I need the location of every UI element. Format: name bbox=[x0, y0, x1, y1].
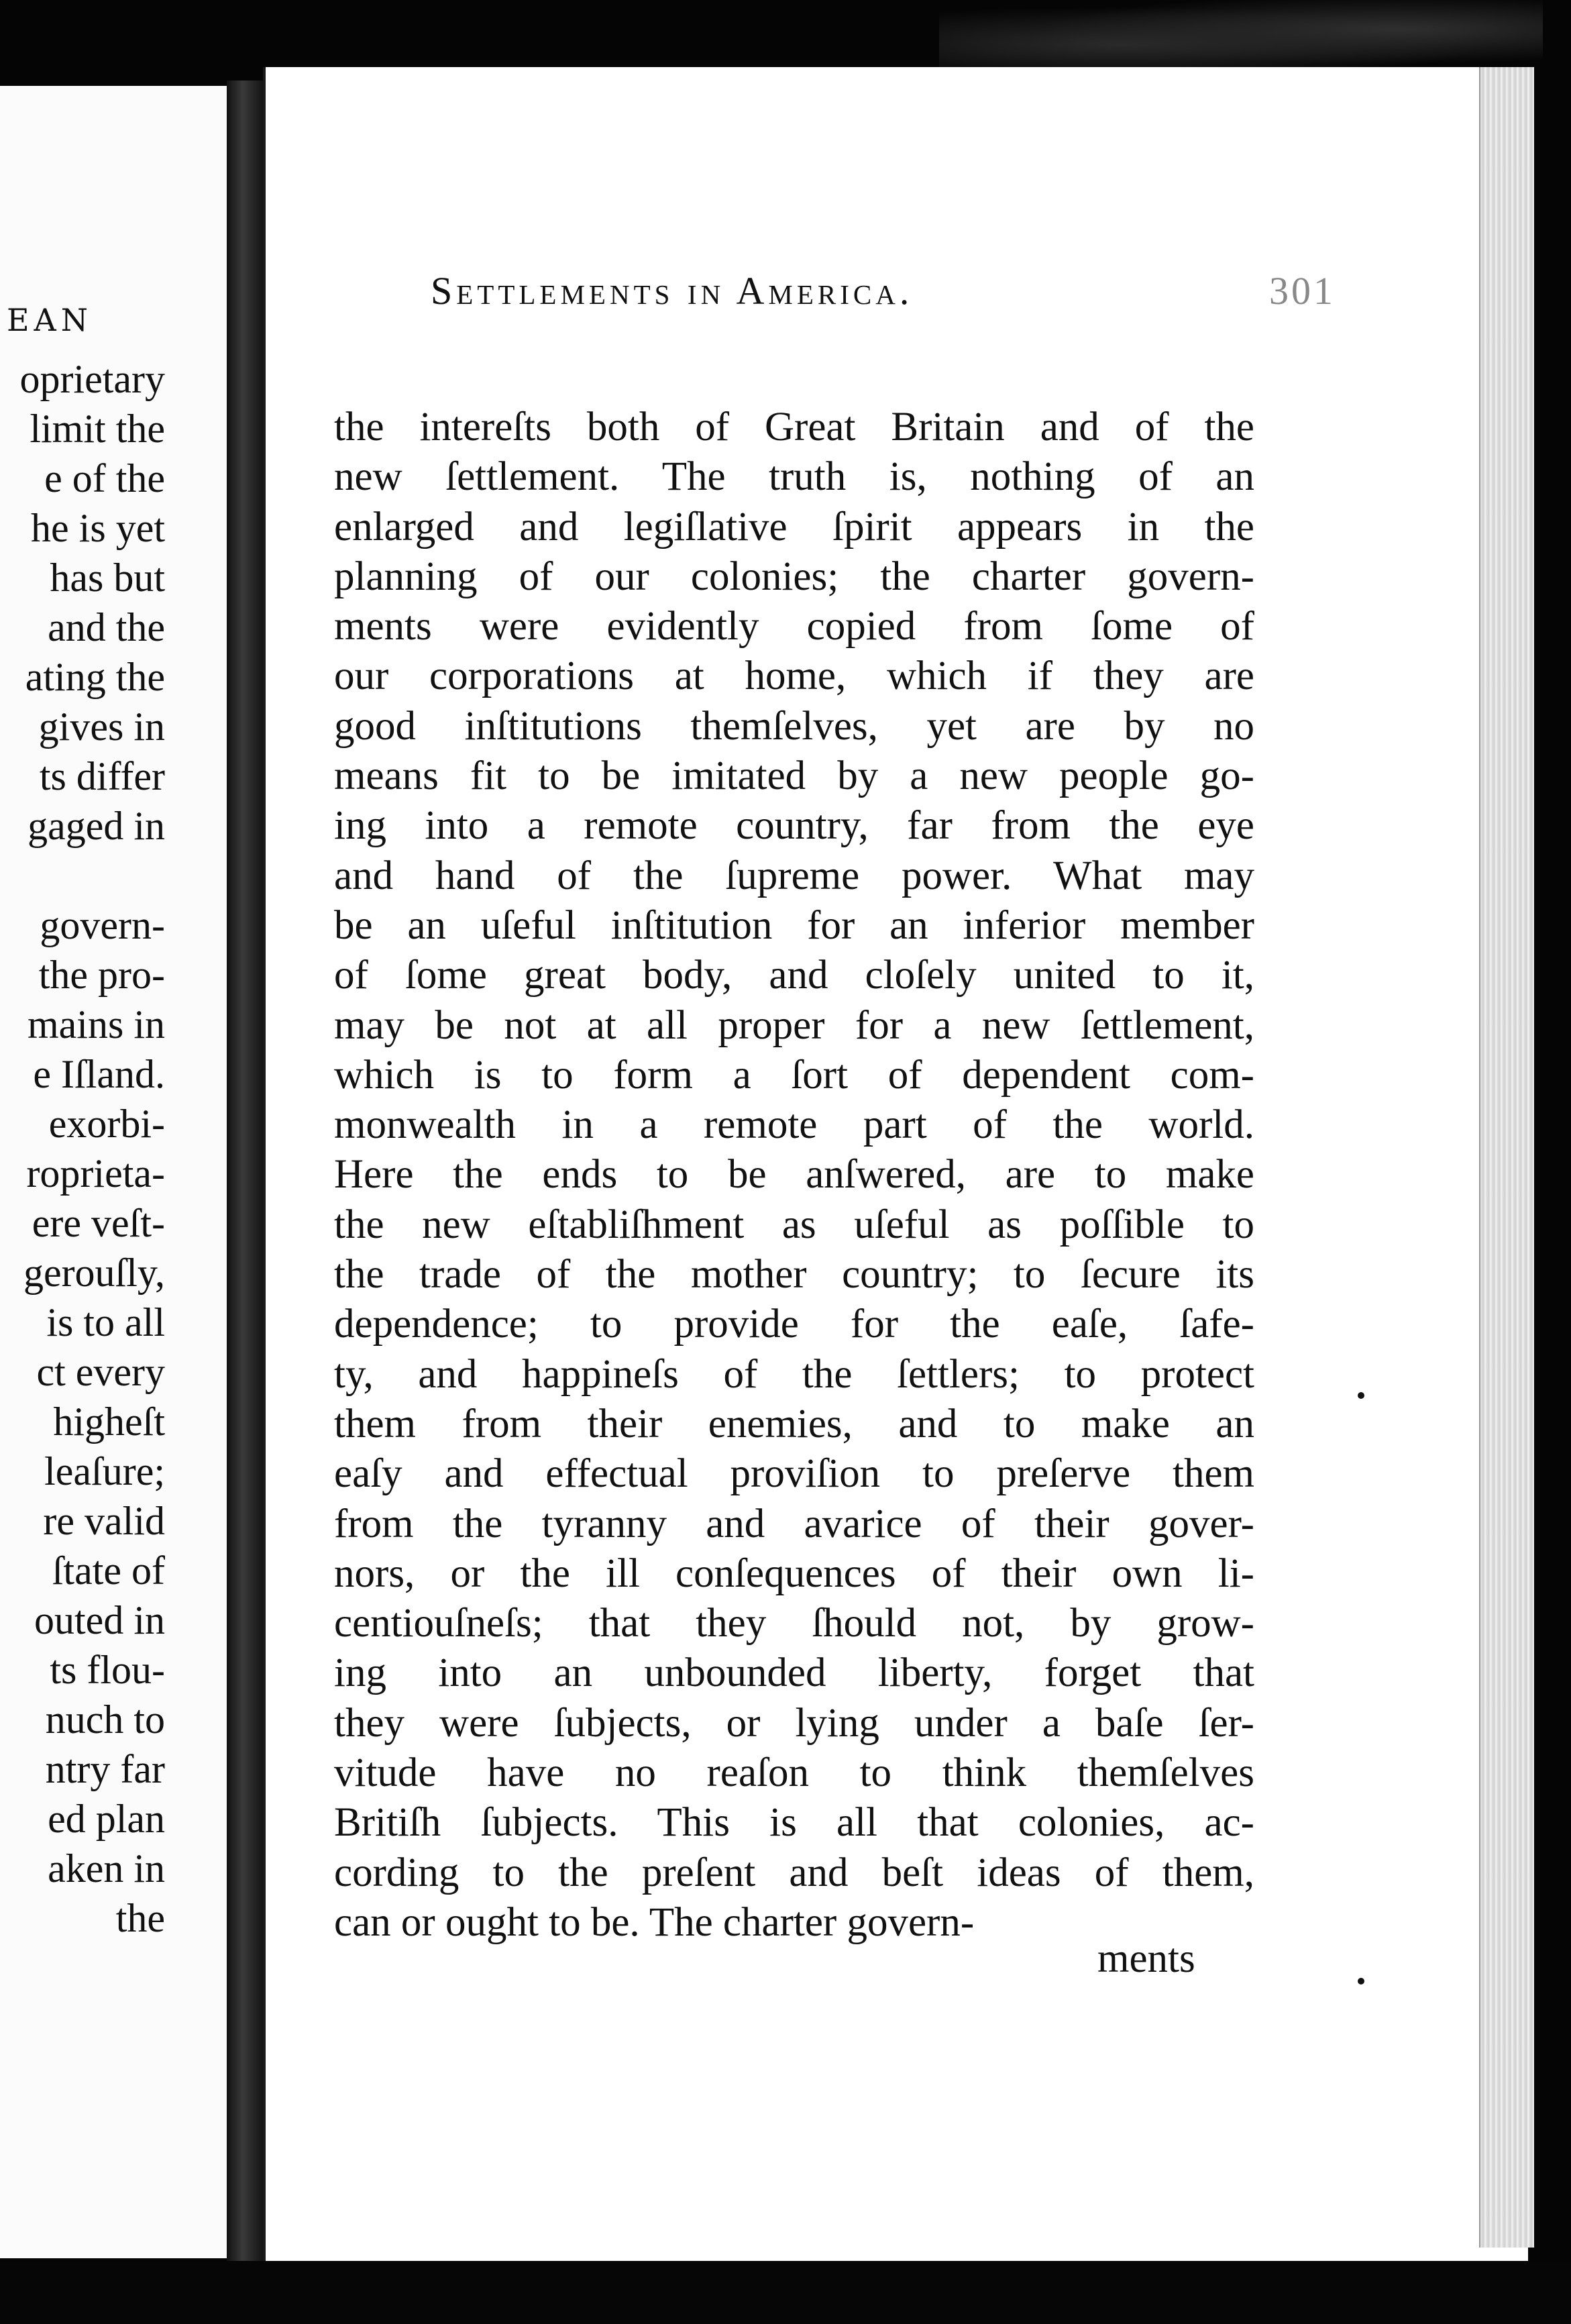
left-line: e of the bbox=[44, 456, 165, 500]
text-line: may be not at all proper for a new ſettlement, bbox=[334, 1002, 1254, 1048]
text-line: the new eſtabliſhment as uſeful as poſſible to bbox=[334, 1202, 1254, 1247]
text-line: monwealth in a remote part of the world. bbox=[334, 1102, 1254, 1148]
right-page bbox=[263, 67, 1528, 2261]
left-line: roprieta- bbox=[26, 1151, 165, 1196]
left-line: higheſt bbox=[53, 1399, 165, 1444]
text-line: them from their enemies, and to make an bbox=[334, 1401, 1254, 1446]
text-line: vitude have no reaſon to think themſelves bbox=[334, 1750, 1254, 1796]
left-line: ſtate of bbox=[52, 1548, 165, 1593]
left-line: ct every bbox=[36, 1350, 165, 1394]
text-line: good inſtitutions themſelves, yet are by no bbox=[334, 703, 1254, 749]
left-line: and the bbox=[48, 605, 165, 649]
catchword: ments bbox=[1097, 1936, 1195, 1981]
text-line: ing into a remote country, far from the eye bbox=[334, 803, 1254, 849]
text-line: centiouſneſs; that they ſhould not, by grow- bbox=[334, 1601, 1254, 1646]
left-line: ts differ bbox=[39, 754, 165, 798]
text-line: ing into an unbounded liberty, forget that bbox=[334, 1650, 1254, 1696]
left-line: gives in bbox=[38, 704, 165, 749]
running-head bbox=[431, 268, 1477, 313]
text-line: they were ſubjects, or lying under a baſe ſer- bbox=[334, 1700, 1254, 1746]
left-line: ere veſt- bbox=[32, 1201, 165, 1245]
left-line: outed in bbox=[34, 1598, 165, 1642]
scan-background-noise bbox=[939, 0, 1543, 74]
left-line: he is yet bbox=[31, 506, 165, 550]
text-line: planning of our colonies; the charter govern- bbox=[334, 553, 1254, 599]
left-line: gaged in bbox=[28, 804, 165, 848]
text-line: new ſettlement. The truth is, nothing of an bbox=[334, 454, 1254, 500]
text-line: Here the ends to be anſwered, are to make bbox=[334, 1152, 1254, 1198]
text-line: be an uſeful inſtitution for an inferior member bbox=[334, 902, 1254, 948]
left-page-header-fragment: EAN bbox=[6, 302, 93, 338]
text-line: which is to form a ſort of dependent com- bbox=[334, 1052, 1254, 1098]
left-page bbox=[0, 86, 231, 2258]
ink-speck bbox=[1358, 1392, 1364, 1399]
left-line bbox=[19, 851, 165, 900]
text-line: ty, and happineſs of the ſettlers; to protect bbox=[334, 1351, 1254, 1397]
left-line: mains in bbox=[28, 1002, 165, 1047]
ink-speck bbox=[1358, 1978, 1364, 1985]
text-line: from the tyranny and avarice of their gover- bbox=[334, 1501, 1254, 1546]
left-line: ating the bbox=[25, 655, 165, 699]
text-line: ments were evidently copied from ſome of bbox=[334, 604, 1254, 649]
text-line: our corporations at home, which if they are bbox=[334, 653, 1254, 699]
left-line: exorbi- bbox=[48, 1102, 165, 1146]
left-line: is to all bbox=[46, 1300, 165, 1344]
left-line: the pro- bbox=[38, 953, 165, 997]
body-text bbox=[334, 403, 1254, 1948]
left-line: has but bbox=[50, 556, 165, 600]
left-line: e Iſland. bbox=[33, 1052, 165, 1096]
page-edge bbox=[1479, 67, 1534, 2248]
left-line: aken in bbox=[48, 1846, 165, 1891]
left-line: leaſure; bbox=[44, 1449, 165, 1493]
left-line: ed plan bbox=[48, 1797, 165, 1841]
left-page-text-column bbox=[19, 354, 165, 1943]
left-line: re valid bbox=[43, 1499, 165, 1543]
text-line: Britiſh ſubjects. This is all that colonies, ac- bbox=[334, 1800, 1254, 1846]
left-line: govern- bbox=[40, 903, 165, 947]
running-head-title: Settlements in America. bbox=[431, 269, 914, 313]
left-line: gerouſly, bbox=[23, 1251, 165, 1295]
text-line: and hand of the ſupreme power. What may bbox=[334, 853, 1254, 898]
text-line: enlarged and legiſlative ſpirit appears in the bbox=[334, 504, 1254, 549]
text-line: cording to the preſent and beſt ideas of them, bbox=[334, 1850, 1254, 1895]
text-line: dependence; to provide for the eaſe, ſafe- bbox=[334, 1302, 1254, 1347]
left-line: the bbox=[115, 1896, 165, 1940]
text-line: eaſy and effectual proviſion to preſerve them bbox=[334, 1451, 1254, 1497]
text-line: the trade of the mother country; to ſecure its bbox=[334, 1252, 1254, 1298]
text-line: nors, or the ill conſequences of their own li- bbox=[334, 1550, 1254, 1596]
text-line: of ſome great body, and cloſely united to it, bbox=[334, 953, 1254, 998]
left-line: nuch to bbox=[45, 1697, 165, 1742]
text-line: the intereſts both of Great Britain and of the bbox=[334, 405, 1254, 450]
book-gutter bbox=[227, 81, 267, 2268]
left-line: ntry far bbox=[45, 1747, 165, 1791]
page-number: 301 bbox=[1269, 269, 1336, 313]
text-line: means fit to be imitated by a new people go- bbox=[334, 753, 1254, 799]
left-line: limit the bbox=[30, 407, 165, 451]
left-line: oprietary bbox=[19, 357, 165, 401]
text-line: can or ought to be. The charter govern- bbox=[334, 1899, 975, 1945]
left-line: ts flou- bbox=[50, 1648, 165, 1692]
scan-bottom-border bbox=[0, 2261, 1571, 2324]
